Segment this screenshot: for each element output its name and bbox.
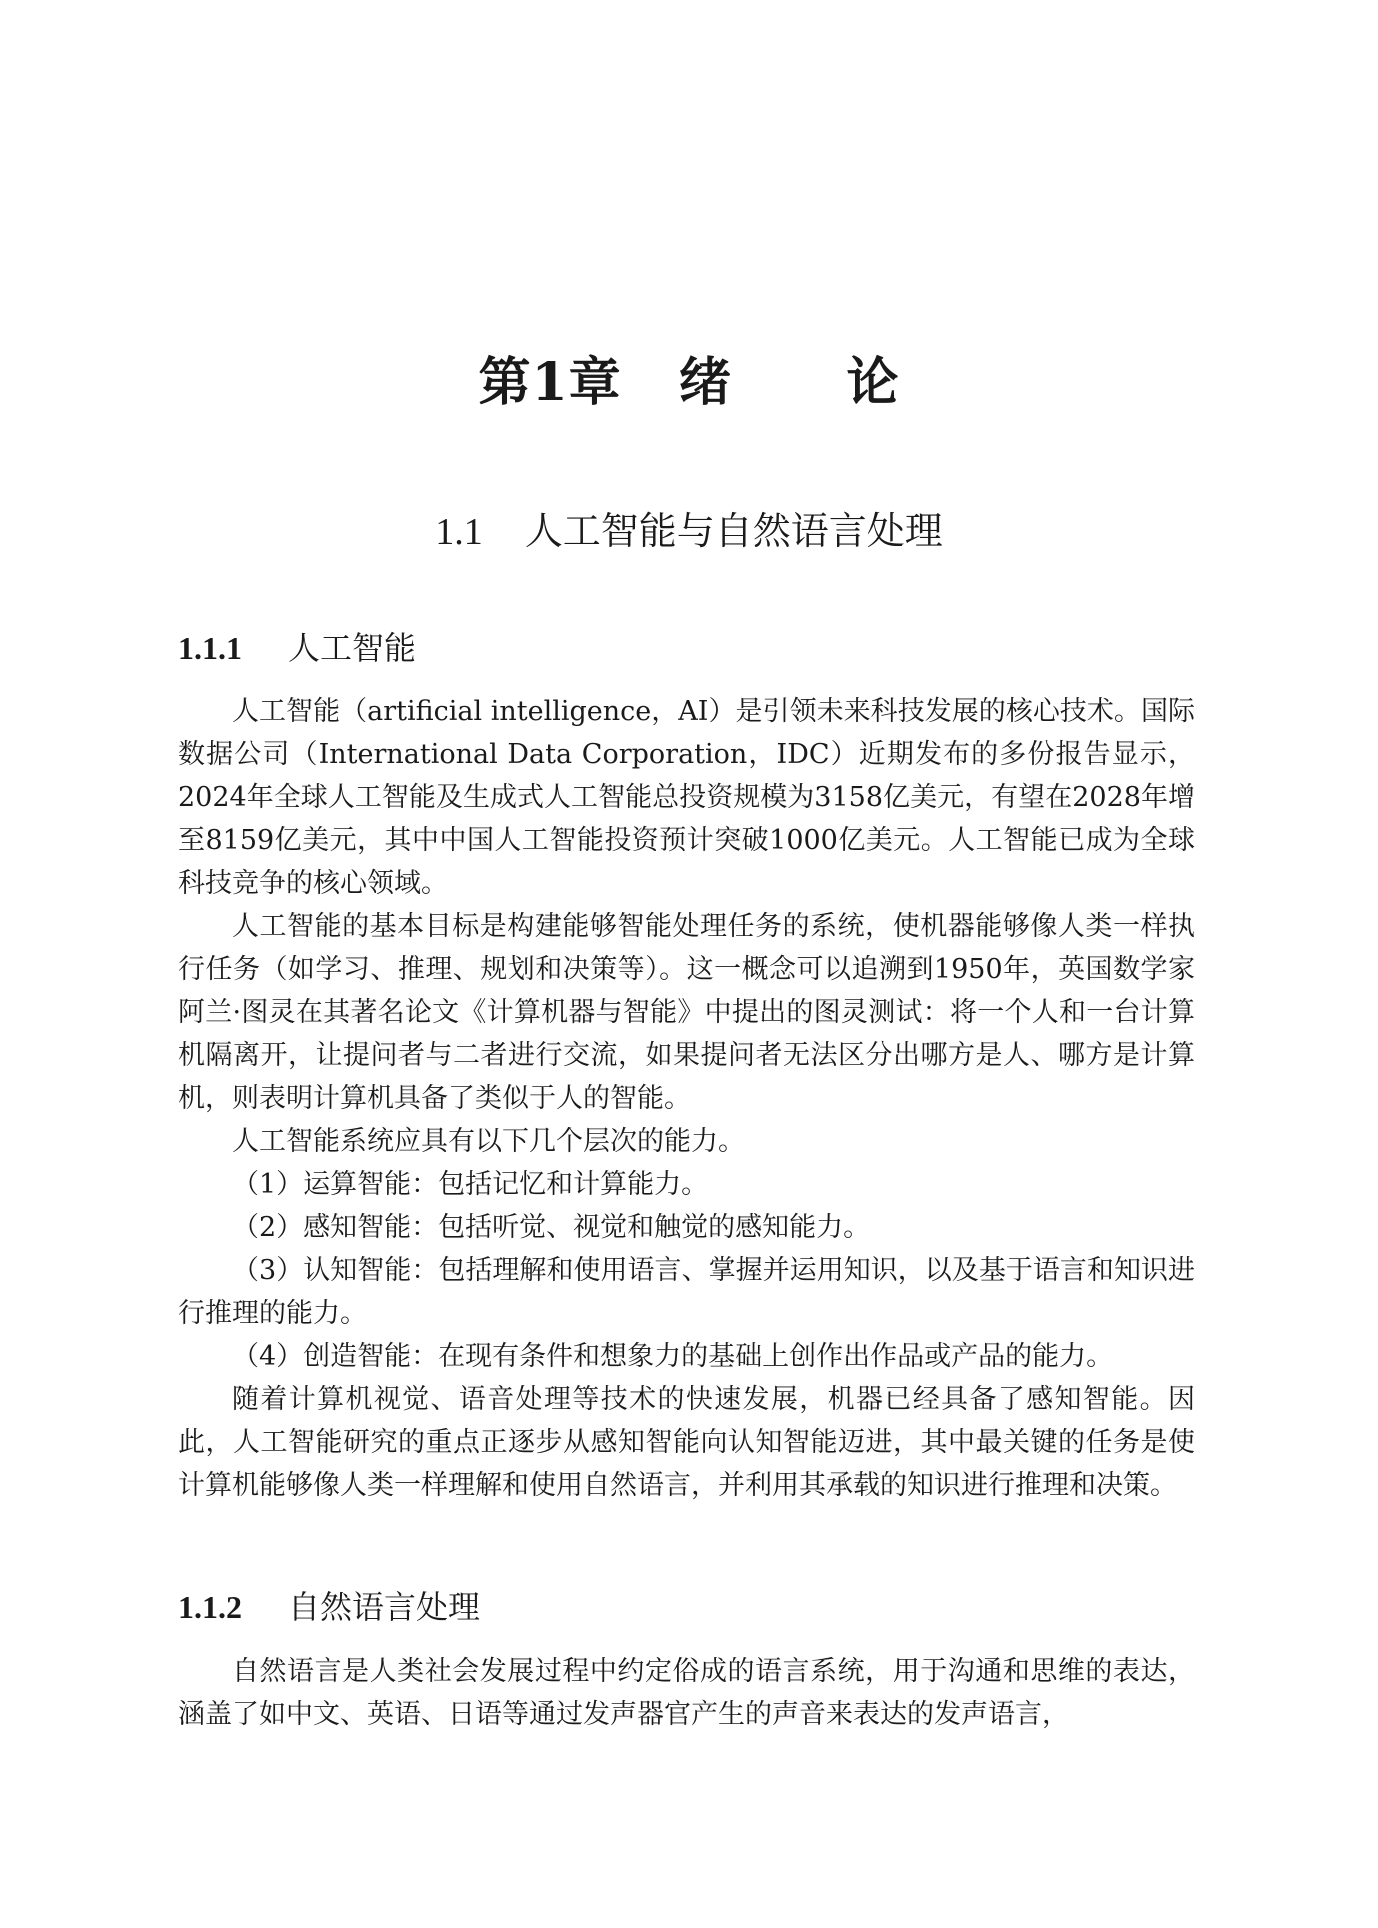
subsection-number: 1.1.1 — [178, 630, 242, 666]
subsection-number: 1.1.2 — [178, 1589, 242, 1625]
paragraph-ai-focus: 随着计算机视觉、语音处理等技术的快速发展，机器已经具备了感知智能。因此，人工智能研究的重点正逐步从感知智能向认知智能迈进，其中最关键的任务是使计算机能够像人类一样理解和使用自然语言，并利用其承载的知识进行推理和决策。 — [178, 1384, 1195, 1501]
subsection-heading-nlp — [178, 1582, 480, 1628]
list-item-level-1: （1）运算智能：包括记忆和计算能力。 — [232, 1169, 709, 1200]
paragraph-ai-levels: 人工智能系统应具有以下几个层次的能力。 — [232, 1126, 745, 1157]
section-title-text: 人工智能与自然语言处理 — [524, 509, 943, 553]
list-item-level-4: （4）创造智能：在现有条件和想象力的基础上创作出作品或产品的能力。 — [232, 1341, 1114, 1372]
subsection-title: 人工智能 — [288, 629, 417, 667]
subsection-title: 自然语言处理 — [288, 1588, 481, 1626]
paragraph-nlp-intro: 自然语言是人类社会发展过程中约定俗成的语言系统，用于沟通和思维的表达，涵盖了如中文、英语、日语等通过发声器官产生的声音来表达的发声语言， — [178, 1656, 1195, 1730]
list-item-level-3: （3）认知智能：包括理解和使用语言、掌握并运用知识，以及基于语言和知识进行推理的能力。 — [178, 1255, 1195, 1329]
section-heading — [0, 500, 1378, 555]
paragraph-ai-intro: 人工智能（artificial intelligence，AI）是引领未来科技发展的核心技术。国际数据公司（International Data Corporation，IDC）近期发布的多份报告显示，2024年全球人工智能及生成式人工智能总投资规模为3158亿美元，有望在2028年增至8159亿美元，其中中国人工智能投资预计突破1000亿美元。人工智能已成为全球科技竞争的核心领域。 — [178, 696, 1195, 899]
paragraph-ai-goal: 人工智能的基本目标是构建能够智能处理任务的系统，使机器能够像人类一样执行任务（如学习、推理、规划和决策等）。这一概念可以追溯到1950年，英国数学家阿兰·图灵在其著名论文《计算机器与智能》中提出的图灵测试：将一个人和一台计算机隔离开，让提问者与二者进行交流，如果提问者无法区分出哪方是人、哪方是计算机，则表明计算机具备了类似于人的智能。 — [178, 911, 1195, 1114]
subsection-heading-ai — [178, 623, 416, 669]
chapter-title: 第1章 绪 论 — [478, 352, 900, 413]
list-item-level-2: （2）感知智能：包括听觉、视觉和触觉的感知能力。 — [232, 1212, 871, 1243]
section-number: 1.1 — [435, 511, 483, 553]
